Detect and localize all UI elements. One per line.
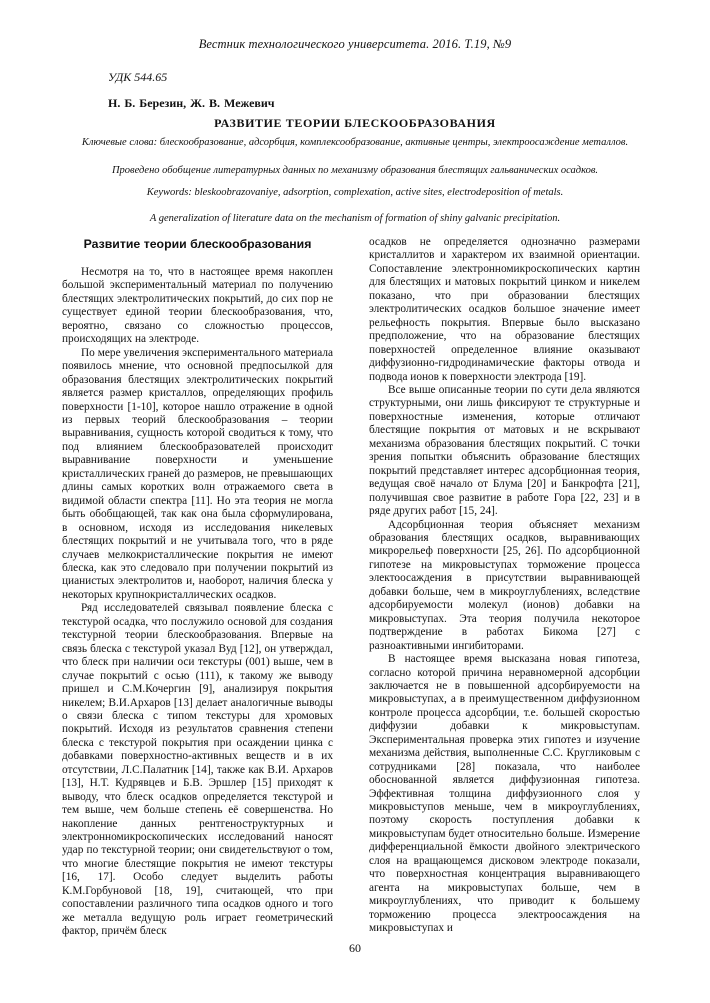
page-number: 60	[349, 941, 361, 955]
left-column	[62, 236, 333, 939]
paragraph: Все выше описанные теории по сути дела являются структурными, они лишь фиксируют те структурные и поверхностные изменения, которые отличают блестящие покрытия от матовых и не вскрывают механизма образования блестящих покрытий. С точки зрения попытки объяснить образование блестящих покрытий представляет интерес адсорбционная теория, ведущая своё начало от Блума [20] и Банкрофта [21], получившая свое развитие в работе Гора [22, 23] и в ряде других работ [15, 24].	[369, 383, 640, 518]
article-title: РАЗВИТИЕ ТЕОРИИ БЛЕСКООБРАЗОВАНИЯ	[214, 116, 496, 130]
authors: Н. Б. Березин, Ж. В. Межевич	[108, 96, 275, 110]
journal-header: Вестник технологического университета. 2016. Т.19, №9	[198, 37, 512, 51]
keywords-ru: Ключевые слова: блескообразование, адсорбция, комплексообразование, активные центры, электроосаждение металлов.	[81, 137, 629, 148]
paragraph: По мере увеличения экспериментального материала появилось мнение, что основной предпосылкой для образования блестящих электролитических покрытий является размер кристаллов, определяющих профиль поверхности [1-10], которое нашло отражение в одной из первых теорий блескообразования – теории выравнивания, сущность которой сводиться к тому, что под влиянием блескообразователей происходит выравнивание поверхности и уменьшение кристаллических граней до размеров, не превышающих длины самых коротких волн отражаемого света в видимой области спектра [11]. Но эта теория не могла быть обобщающей, так как она была сформулирована, в основном, исходя из исследования никелевых блестящих покрытий и не учитывала того, что в ряде случаев мелкокристаллические покрытия не имеют блеска, как это следовало при получении покрытий из цианистых электролитов и, наоборот, наличия блеска у некоторых крупнокристаллических осадков.	[62, 346, 333, 601]
paragraph: Ряд исследователей связывал появление блеска с текстурой осадка, что послужило основой для создания текстурной теории блескообразования. Впервые на связь блеска с текстурой указал Вуд [12], он утверждал, что блеск при наличии оси текстуры (001) выше, чем в случае покрытий с осью (111), к такому же выводу пришел и С.М.Кочергин [9], анализируя покрытия никелем; В.И.Архаров [13] делает аналогичные выводы о связи блеска с типом текстуры для хромовых покрытий. Исходя из результатов сравнения степени блеска с текстурой покрытия при осаждении цинка с добавками поверхностно-активных веществ и в их отсутствии, Л.С.Палатник [14], также как В.И. Архаров [13], Н.Т. Кудрявцев и Б.В. Эршлер [15] приходят к выводу, что блеск осадков определяется текстурой и тем выше, чем больше степень её совершенства. Но накопление данных рентгеноструктурных и электронномикроскопических исследований наносят удар по текстурной теории; они свидетельствуют о том, что многие блестящие покрытия не имеют текстуры [16, 17]. Особо следует выделить работы К.М.Горбуновой [18, 19], считающей, что при сопоставлении различного типа осадков одного и того же металла ведущую роль играет геометрический фактор, причём блеск	[62, 602, 333, 938]
section-heading: Развитие теории блескообразования	[83, 237, 312, 251]
paragraph: осадков не определяется однозначно размерами кристаллитов и характером их взаимной ориентации. Сопоставление электронномикроскопических картин для блестящих и матовых покрытий цинком и никелем показано, что при образовании блестящих электролитических осадков большое значение имеет рельефность покрытия. Впервые было высказано предположение, что на образование блестящих поверхностей определенное влияние оказывают диффузионно-гидродинамические факторы отвода и подвода ионов к поверхности электрода [19].	[369, 236, 640, 383]
abstract-ru: Проведено обобщение литературных данных по механизму образования блестящих гальванических осадков.	[111, 165, 599, 176]
paragraph: В настоящее время высказана новая гипотеза, согласно которой причина неравномерной адсорбции заключается не в повышенной адсорбируемости на микровыступах, а в преимущественном диффузионном контроле процесса адсорбции, т.е. большей скоростью диффузии добавки к микровыступам. Экспериментальная проверка этих гипотез и изучение механизма действия, выполненные С.С. Кругликовым с сотрудниками [28] показала, что наиболее обоснованной является диффузионная гипотеза. Эффективная толщина диффузионного слоя у микровыступов меньше, чем в микроуглублениях, поэтому скорость поступления добавки к микровыступам будет относительно больше. Измерение дифференциальной ёмкости двойного электрического слоя на вращающемся дисковом электроде показали, что поверхностная концентрация выравнивающего агента на микровыступах больше, чем в микроуглублениях, что приводит к большему торможению процесса электроосаждения на микровыступах и	[369, 653, 640, 935]
abstract-en: A generalization of literature data on the mechanism of formation of shiny galvanic precipitation.	[149, 213, 561, 224]
udk-code: УДК 544.65	[108, 70, 168, 84]
keywords-en: Keywords: bleskoobrazovaniye, adsorption, complexation, active sites, electrodeposition of metals.	[146, 187, 564, 198]
right-column	[369, 236, 640, 936]
paragraph: Несмотря на то, что в настоящее время накоплен большой экспериментальный материал по получению блестящих электролитических покрытий, до сих пор не существует единой теории блескообразования, что, вероятно, связано со сложностью процессов, происходящих на электроде.	[62, 266, 333, 346]
paragraph: Адсорбционная теория объясняет механизм образования блестящих осадков, выравнивающих микрорельеф поверхности [25, 26]. По адсорбционной гипотезе на микровыступах торможение процесса электоосаждения в присутствии выравнивающей добавки больше, чем в микроуглублениях, вследствие адсорбируемости молекул (ионов) добавки на микровыступах. Эта теория получила некоторое подтверждение в работах Бикома [27] с разноактивными ингибиторами.	[369, 518, 640, 652]
